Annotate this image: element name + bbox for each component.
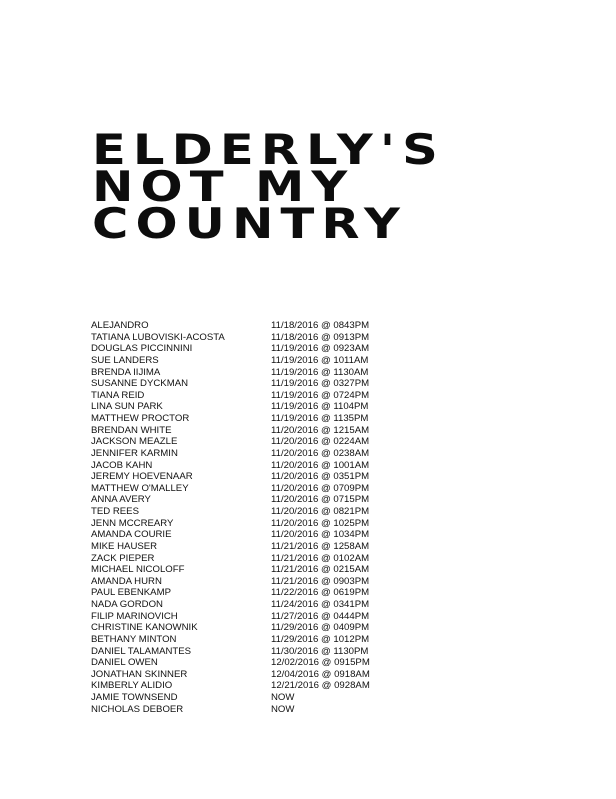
list-item [91,646,411,658]
entry-name: SUE LANDERS [91,354,159,366]
list-item [91,587,411,599]
entry-name: LINA SUN PARK [91,401,163,413]
entry-timestamp: 12/04/2016 @ 0918AM [271,668,370,680]
entry-timestamp: 11/27/2016 @ 0444PM [271,610,370,622]
entry-name: NADA GORDON [91,599,163,610]
entry-name: JACOB KAHN [91,459,153,471]
list-item [91,564,411,576]
signature-list [91,320,411,715]
entry-name: DANIEL OWEN [91,657,158,669]
entry-name: JENNIFER KARMIN [91,447,178,459]
title-line-1: ELDERLY'S [92,125,445,174]
entry-name: DANIEL TALAMANTES [91,645,192,657]
entry-name: BETHANY MINTON [91,633,177,645]
entry-timestamp: 11/19/2016 @ 0923AM [271,343,370,355]
entry-name: DOUGLAS PICCINNINI [91,343,193,355]
list-item [91,390,411,402]
list-item [91,401,411,413]
entry-name: JAMIE TOWNSEND [91,692,178,703]
page-title [92,125,611,248]
list-item [91,320,411,332]
list-item [91,367,411,379]
list-item [91,680,411,692]
entry-name: TIANA REID [91,389,145,401]
entry-name: AMANDA COURIE [91,529,172,541]
entry-timestamp: 12/21/2016 @ 0928AM [271,680,370,692]
entry-timestamp: 11/21/2016 @ 0903PM [271,575,370,587]
entry-name: TATIANA LUBOVISKI-ACOSTA [91,331,225,343]
list-item [91,599,411,611]
entry-name: ANNA AVERY [91,494,151,506]
list-item [91,541,411,553]
list-item [91,332,411,344]
list-item [91,436,411,448]
list-item [91,448,411,460]
entry-name: JACKSON MEAZLE [91,436,178,448]
entry-timestamp: 11/22/2016 @ 0619PM [271,587,370,599]
entry-timestamp: 11/18/2016 @ 0913PM [271,331,370,343]
list-item [91,669,411,681]
list-item [91,460,411,472]
entry-timestamp: 11/21/2016 @ 1258AM [271,540,370,552]
list-item [91,471,411,483]
title-line-3: COUNTRY [92,199,407,248]
entry-timestamp: 11/19/2016 @ 1135PM [271,413,369,424]
entry-name: JENN MCCREARY [91,517,174,529]
entry-timestamp: 11/20/2016 @ 0351PM [271,471,370,483]
list-item [91,622,411,634]
entry-timestamp: 11/29/2016 @ 1012PM [271,633,370,645]
list-item [91,611,411,623]
list-item [91,413,411,425]
entry-timestamp: 11/20/2016 @ 0224AM [271,436,370,448]
list-item [91,576,411,588]
entry-name: BRENDAN WHITE [91,424,172,436]
entry-timestamp: 11/20/2016 @ 1001AM [271,459,370,471]
entry-timestamp: 11/20/2016 @ 0715PM [271,494,370,506]
entry-name: TED REES [91,506,139,517]
list-item [91,355,411,367]
entry-name: MICHAEL NICOLOFF [91,564,185,576]
entry-timestamp: 11/29/2016 @ 0409PM [271,622,370,634]
list-item [91,692,411,704]
list-item [91,483,411,495]
entry-name: ZACK PIEPER [91,552,155,564]
entry-timestamp: NOW [271,703,295,715]
entry-name: JEREMY HOEVENAAR [91,471,193,483]
entry-timestamp: 11/19/2016 @ 1130AM [271,366,369,378]
entry-name: AMANDA HURN [91,575,162,587]
entry-name: FILIP MARINOVICH [91,610,178,622]
list-item [91,529,411,541]
entry-name: ALEJANDRO [91,320,149,331]
entry-name: CHRISTINE KANOWNIK [91,622,198,634]
entry-name: NICHOLAS DEBOER [91,703,184,715]
list-item [91,494,411,506]
list-item [91,425,411,437]
entry-timestamp: 11/19/2016 @ 0327PM [271,378,370,390]
entry-timestamp: 11/24/2016 @ 0341PM [271,599,370,610]
title-line-2: NOT MY [92,162,355,211]
entry-timestamp: NOW [271,692,295,703]
entry-name: MIKE HAUSER [91,540,158,552]
entry-timestamp: 11/19/2016 @ 1104PM [271,401,369,413]
list-item [91,634,411,646]
entry-timestamp: 11/20/2016 @ 0709PM [271,482,370,494]
entry-timestamp: 11/19/2016 @ 0724PM [271,389,370,401]
entry-timestamp: 11/21/2016 @ 0102AM [271,552,370,564]
entry-timestamp: 11/20/2016 @ 1215AM [271,424,370,436]
entry-timestamp: 11/20/2016 @ 1034PM [271,529,370,541]
entry-name: KIMBERLY ALIDIO [91,680,173,692]
entry-timestamp: 11/19/2016 @ 1011AM [271,354,369,366]
entry-name: JONATHAN SKINNER [91,668,188,680]
entry-name: BRENDA IIJIMA [91,366,161,378]
entry-name: SUSANNE DYCKMAN [91,378,189,390]
entry-name: MATTHEW O'MALLEY [91,482,189,494]
list-item [91,518,411,530]
list-item [91,657,411,669]
entry-timestamp: 11/18/2016 @ 0843PM [271,320,370,331]
entry-name: MATTHEW PROCTOR [91,413,190,424]
list-item [91,506,411,518]
entry-timestamp: 11/20/2016 @ 1025PM [271,517,370,529]
entry-timestamp: 11/20/2016 @ 0238AM [271,447,370,459]
list-item [91,378,411,390]
entry-timestamp: 12/02/2016 @ 0915PM [271,657,370,669]
list-item [91,343,411,355]
entry-name: PAUL EBENKAMP [91,587,171,599]
entry-timestamp: 11/30/2016 @ 1130PM [271,645,369,657]
list-item [91,704,411,716]
entry-timestamp: 11/20/2016 @ 0821PM [271,506,370,517]
entry-timestamp: 11/21/2016 @ 0215AM [271,564,370,576]
list-item [91,553,411,565]
